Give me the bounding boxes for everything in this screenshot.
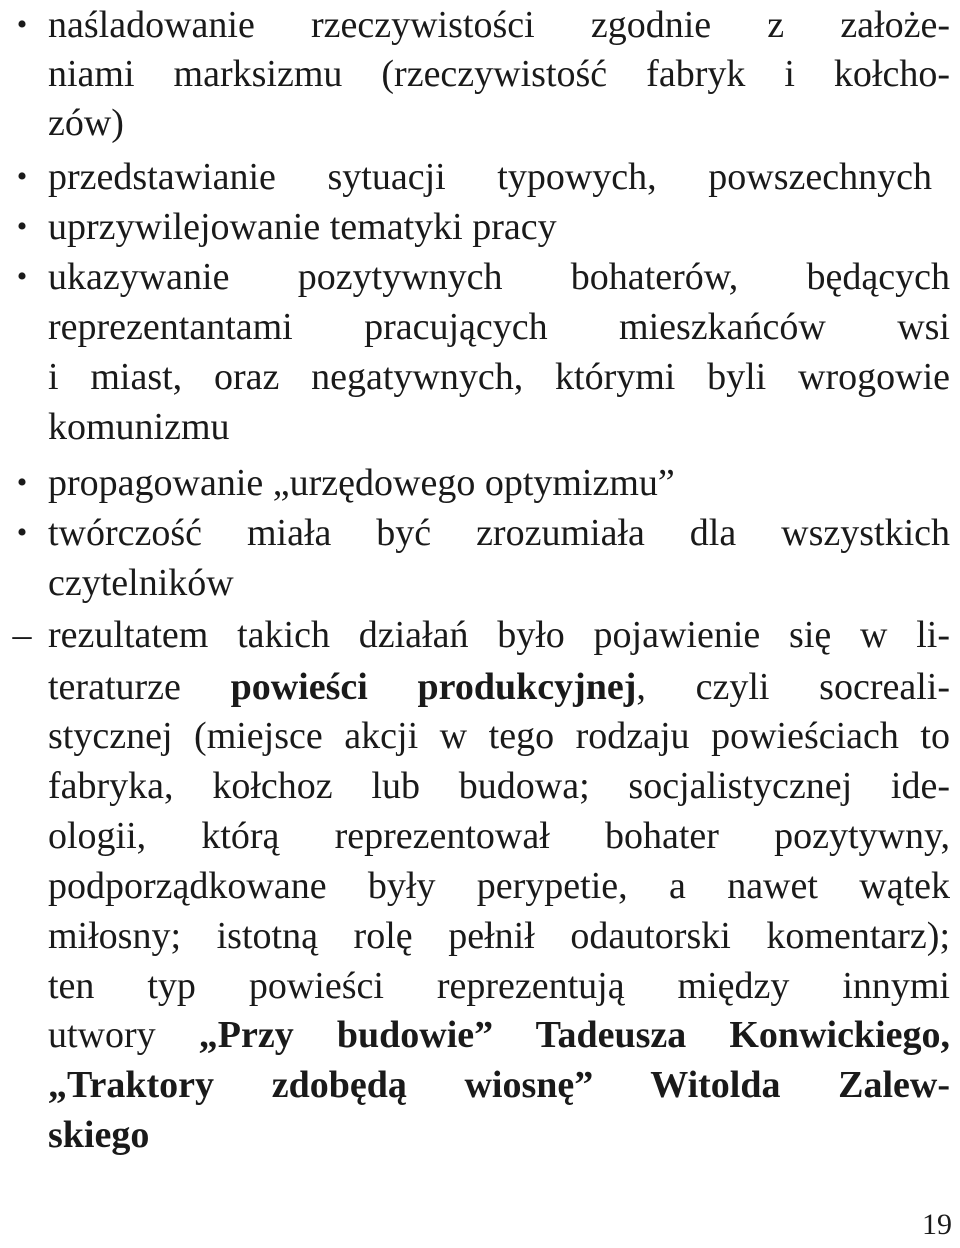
text-line: naśladowanie rzeczywistości zgodnie z założe- bbox=[48, 4, 950, 46]
text-line: propagowanie „urzędowego optymizmu” bbox=[48, 462, 675, 504]
bold-title: „Traktory zdobędą wiosnę” Witolda Zalew- bbox=[48, 1064, 950, 1106]
bullet-icon: • bbox=[16, 8, 28, 41]
text-fragment: teraturze bbox=[48, 666, 181, 708]
text-line: miłosny; istotną rolę pełnił odautorski komentarz); bbox=[48, 915, 950, 957]
bullet-icon: • bbox=[16, 160, 28, 193]
bullet-icon: • bbox=[16, 466, 28, 499]
text-line bbox=[48, 662, 950, 712]
text-line: przedstawianie sytuacji typowych, powszechnych bbox=[48, 156, 932, 198]
text-line: komunizmu bbox=[48, 406, 230, 448]
text-line bbox=[48, 1110, 950, 1160]
text-line: uprzywilejowanie tematyki pracy bbox=[48, 206, 557, 248]
text-line: twórczość miała być zrozumiała dla wszystkich bbox=[48, 512, 950, 554]
dash-icon: – bbox=[12, 614, 32, 656]
text-line: niami marksizmu (rzeczywistość fabryk i kołcho- bbox=[48, 53, 950, 95]
text-line: i miast, oraz negatywnych, którymi byli wrogowie bbox=[48, 356, 950, 398]
bold-title: skiego bbox=[48, 1114, 150, 1156]
text-line: rezultatem takich działań było pojawienie się w li- bbox=[48, 614, 950, 656]
bullet-icon: • bbox=[16, 260, 28, 293]
text-line: czytelników bbox=[48, 562, 234, 604]
text-line: reprezentantami pracujących mieszkańców wsi bbox=[48, 306, 950, 348]
bullet-icon: • bbox=[16, 516, 28, 549]
text-line: podporządkowane były perypetie, a nawet wątek bbox=[48, 865, 950, 907]
text-line bbox=[48, 1010, 950, 1060]
text-line: ten typ powieści reprezentują między innymi bbox=[48, 965, 950, 1007]
bold-title: „Przy budowie” Tadeusza Konwickiego, bbox=[198, 1014, 950, 1056]
text-line: fabryka, kołchoz lub budowa; socjalistycznej ide- bbox=[48, 765, 950, 807]
bold-term: powieści produkcyjnej bbox=[230, 666, 637, 708]
text-line: ukazywanie pozytywnych bohaterów, będących bbox=[48, 256, 950, 298]
text-fragment: , czyli socreali- bbox=[636, 666, 950, 708]
bullet-icon: • bbox=[16, 210, 28, 243]
text-fragment: utwory bbox=[48, 1014, 156, 1056]
text-line: ologii, którą reprezentował bohater pozytywny, bbox=[48, 815, 950, 857]
page-number: 19 bbox=[922, 1208, 952, 1241]
text-line bbox=[48, 1060, 950, 1110]
text-line: zów) bbox=[48, 102, 124, 144]
text-line: stycznej (miejsce akcji w tego rodzaju powieściach to bbox=[48, 715, 950, 757]
